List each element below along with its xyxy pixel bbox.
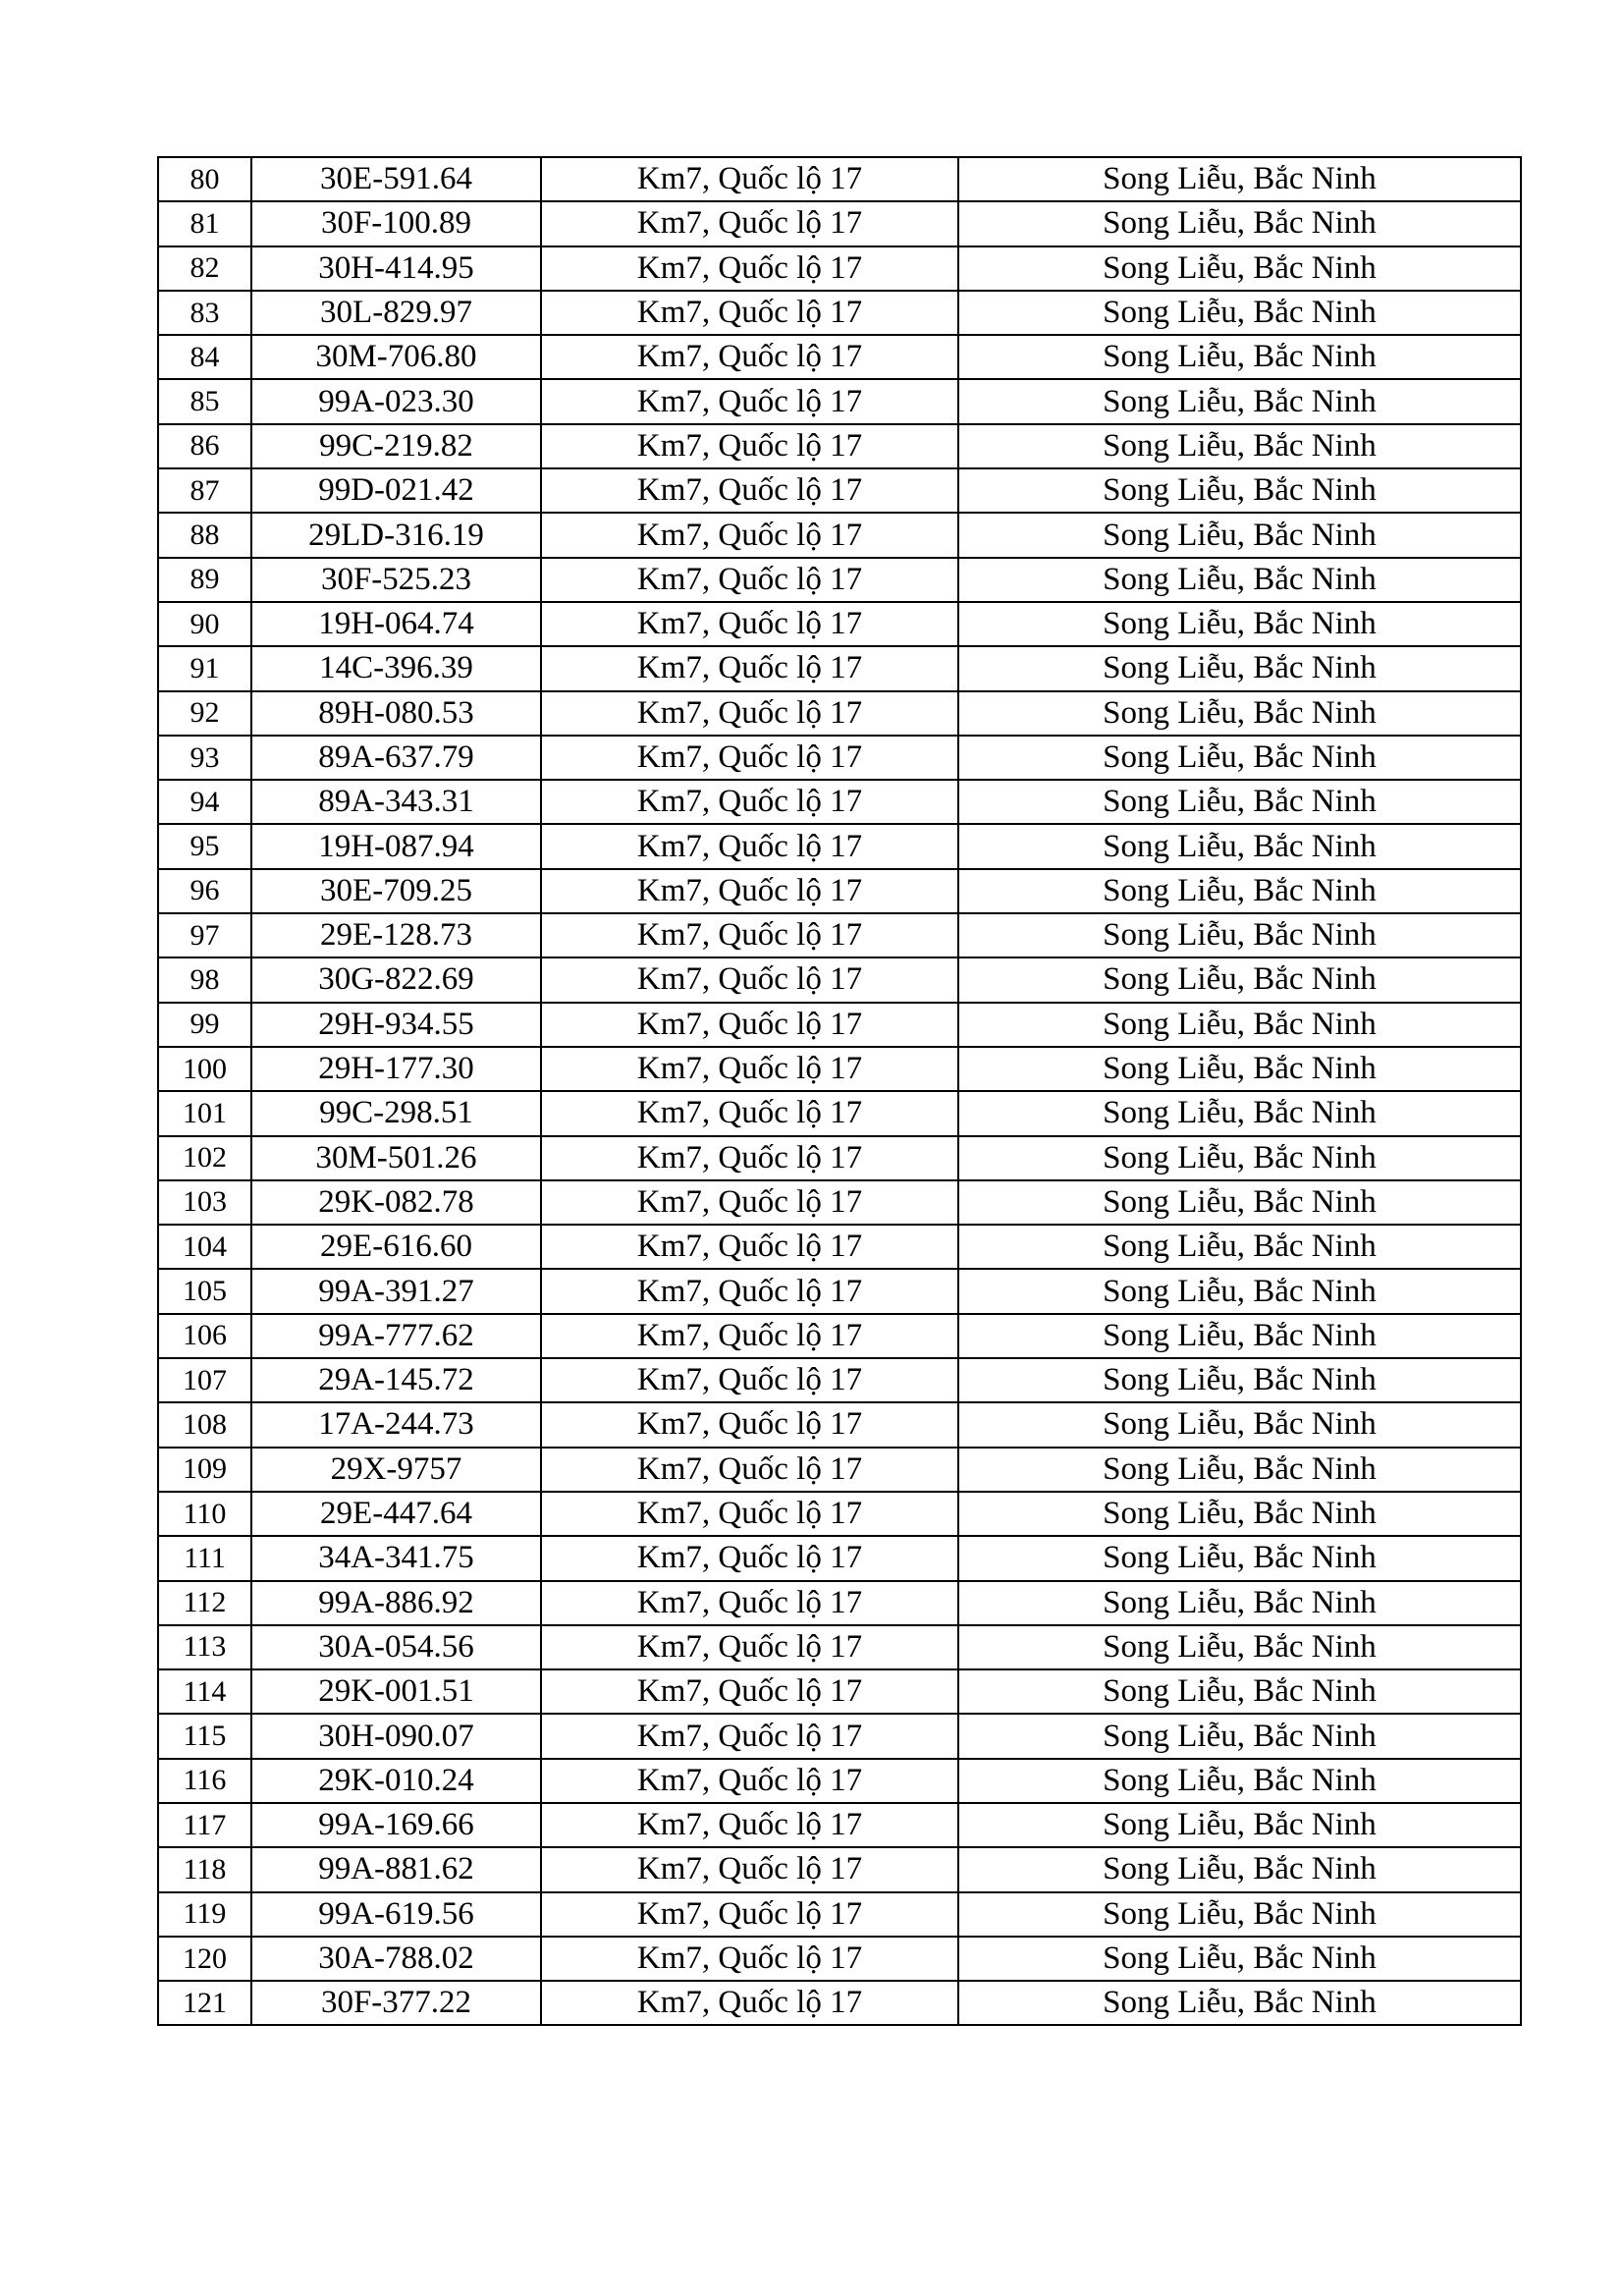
- row-number-cell: 116: [158, 1759, 251, 1803]
- table-row: [158, 1759, 1521, 1803]
- violation-location-cell: Km7, Quốc lộ 17: [541, 1448, 958, 1492]
- locality-cell: Song Liễu, Bắc Ninh: [958, 1492, 1521, 1536]
- license-plate-cell: 19H-087.94: [251, 824, 541, 868]
- row-number-cell: 98: [158, 957, 251, 1002]
- table-row: [158, 1581, 1521, 1625]
- row-number-cell: 90: [158, 602, 251, 646]
- locality-cell: Song Liễu, Bắc Ninh: [958, 379, 1521, 423]
- license-plate-cell: 30F-377.22: [251, 1981, 541, 2025]
- license-plate-cell: 89A-637.79: [251, 736, 541, 780]
- row-number-cell: 111: [158, 1536, 251, 1580]
- table-row: [158, 1625, 1521, 1669]
- license-plate-cell: 30E-591.64: [251, 157, 541, 201]
- license-plate-cell: 99A-619.56: [251, 1892, 541, 1937]
- table-row: [158, 1448, 1521, 1492]
- license-plate-cell: 29K-010.24: [251, 1759, 541, 1803]
- row-number-cell: 109: [158, 1448, 251, 1492]
- locality-cell: Song Liễu, Bắc Ninh: [958, 1937, 1521, 1981]
- row-number-cell: 95: [158, 824, 251, 868]
- violation-location-cell: Km7, Quốc lộ 17: [541, 558, 958, 602]
- row-number-cell: 108: [158, 1402, 251, 1447]
- row-number-cell: 114: [158, 1669, 251, 1714]
- table-row: [158, 913, 1521, 957]
- license-plate-cell: 29K-001.51: [251, 1669, 541, 1714]
- license-plate-cell: 30A-054.56: [251, 1625, 541, 1669]
- table-row: [158, 1669, 1521, 1714]
- locality-cell: Song Liễu, Bắc Ninh: [958, 558, 1521, 602]
- locality-cell: Song Liễu, Bắc Ninh: [958, 1314, 1521, 1358]
- row-number-cell: 80: [158, 157, 251, 201]
- license-plate-cell: 30F-525.23: [251, 558, 541, 602]
- locality-cell: Song Liễu, Bắc Ninh: [958, 1847, 1521, 1891]
- violation-location-cell: Km7, Quốc lộ 17: [541, 1402, 958, 1447]
- license-plate-cell: 99D-021.42: [251, 468, 541, 513]
- row-number-cell: 81: [158, 201, 251, 246]
- violation-location-cell: Km7, Quốc lộ 17: [541, 246, 958, 291]
- violation-location-cell: Km7, Quốc lộ 17: [541, 1847, 958, 1891]
- row-number-cell: 103: [158, 1180, 251, 1225]
- violation-location-cell: Km7, Quốc lộ 17: [541, 1669, 958, 1714]
- locality-cell: Song Liễu, Bắc Ninh: [958, 1136, 1521, 1180]
- violation-location-cell: Km7, Quốc lộ 17: [541, 824, 958, 868]
- locality-cell: Song Liễu, Bắc Ninh: [958, 246, 1521, 291]
- row-number-cell: 100: [158, 1047, 251, 1091]
- locality-cell: Song Liễu, Bắc Ninh: [958, 824, 1521, 868]
- locality-cell: Song Liễu, Bắc Ninh: [958, 602, 1521, 646]
- row-number-cell: 96: [158, 869, 251, 913]
- violation-location-cell: Km7, Quốc lộ 17: [541, 691, 958, 736]
- table-row: [158, 1047, 1521, 1091]
- locality-cell: Song Liễu, Bắc Ninh: [958, 424, 1521, 468]
- violation-location-cell: Km7, Quốc lộ 17: [541, 1047, 958, 1091]
- violation-location-cell: Km7, Quốc lộ 17: [541, 1492, 958, 1536]
- row-number-cell: 83: [158, 291, 251, 335]
- row-number-cell: 88: [158, 513, 251, 557]
- table-row: [158, 1981, 1521, 2025]
- violation-location-cell: Km7, Quốc lộ 17: [541, 468, 958, 513]
- row-number-cell: 121: [158, 1981, 251, 2025]
- table-row: [158, 691, 1521, 736]
- license-plate-cell: 89H-080.53: [251, 691, 541, 736]
- row-number-cell: 91: [158, 646, 251, 690]
- license-plate-cell: 29E-616.60: [251, 1225, 541, 1269]
- table-row: [158, 379, 1521, 423]
- license-plate-cell: 99A-881.62: [251, 1847, 541, 1891]
- violation-location-cell: Km7, Quốc lộ 17: [541, 379, 958, 423]
- table-row: [158, 291, 1521, 335]
- violation-location-cell: Km7, Quốc lộ 17: [541, 1314, 958, 1358]
- locality-cell: Song Liễu, Bắc Ninh: [958, 1180, 1521, 1225]
- license-plate-cell: 30E-709.25: [251, 869, 541, 913]
- row-number-cell: 97: [158, 913, 251, 957]
- row-number-cell: 119: [158, 1892, 251, 1937]
- locality-cell: Song Liễu, Bắc Ninh: [958, 913, 1521, 957]
- violation-location-cell: Km7, Quốc lộ 17: [541, 602, 958, 646]
- license-plate-cell: 29X-9757: [251, 1448, 541, 1492]
- violation-location-cell: Km7, Quốc lộ 17: [541, 1536, 958, 1580]
- violation-location-cell: Km7, Quốc lộ 17: [541, 335, 958, 379]
- license-plate-cell: 29LD-316.19: [251, 513, 541, 557]
- violation-location-cell: Km7, Quốc lộ 17: [541, 1892, 958, 1937]
- locality-cell: Song Liễu, Bắc Ninh: [958, 157, 1521, 201]
- violation-location-cell: Km7, Quốc lộ 17: [541, 869, 958, 913]
- violation-location-cell: Km7, Quốc lộ 17: [541, 957, 958, 1002]
- violation-location-cell: Km7, Quốc lộ 17: [541, 201, 958, 246]
- row-number-cell: 84: [158, 335, 251, 379]
- table-row: [158, 335, 1521, 379]
- violation-location-cell: Km7, Quốc lộ 17: [541, 1625, 958, 1669]
- table-row: [158, 1091, 1521, 1135]
- license-plate-cell: 29H-177.30: [251, 1047, 541, 1091]
- table-row: [158, 1937, 1521, 1981]
- violation-location-cell: Km7, Quốc lộ 17: [541, 291, 958, 335]
- locality-cell: Song Liễu, Bắc Ninh: [958, 1714, 1521, 1758]
- license-plate-cell: 99C-298.51: [251, 1091, 541, 1135]
- row-number-cell: 87: [158, 468, 251, 513]
- locality-cell: Song Liễu, Bắc Ninh: [958, 201, 1521, 246]
- license-plate-cell: 29H-934.55: [251, 1003, 541, 1047]
- table-row: [158, 1314, 1521, 1358]
- table-row: [158, 513, 1521, 557]
- violation-location-cell: Km7, Quốc lộ 17: [541, 1759, 958, 1803]
- row-number-cell: 102: [158, 1136, 251, 1180]
- license-plate-cell: 30F-100.89: [251, 201, 541, 246]
- row-number-cell: 86: [158, 424, 251, 468]
- table-row: [158, 558, 1521, 602]
- locality-cell: Song Liễu, Bắc Ninh: [958, 869, 1521, 913]
- license-plate-cell: 30H-090.07: [251, 1714, 541, 1758]
- license-plate-cell: 29E-447.64: [251, 1492, 541, 1536]
- locality-cell: Song Liễu, Bắc Ninh: [958, 1892, 1521, 1937]
- license-plate-cell: 30G-822.69: [251, 957, 541, 1002]
- violation-location-cell: Km7, Quốc lộ 17: [541, 913, 958, 957]
- table-row: [158, 246, 1521, 291]
- license-plate-cell: 30H-414.95: [251, 246, 541, 291]
- locality-cell: Song Liễu, Bắc Ninh: [958, 1669, 1521, 1714]
- row-number-cell: 92: [158, 691, 251, 736]
- row-number-cell: 85: [158, 379, 251, 423]
- row-number-cell: 104: [158, 1225, 251, 1269]
- violation-location-cell: Km7, Quốc lộ 17: [541, 424, 958, 468]
- license-plate-cell: 29A-145.72: [251, 1358, 541, 1402]
- locality-cell: Song Liễu, Bắc Ninh: [958, 1358, 1521, 1402]
- violation-location-cell: Km7, Quốc lộ 17: [541, 780, 958, 824]
- row-number-cell: 110: [158, 1492, 251, 1536]
- license-plate-cell: 99A-169.66: [251, 1803, 541, 1847]
- locality-cell: Song Liễu, Bắc Ninh: [958, 957, 1521, 1002]
- locality-cell: Song Liễu, Bắc Ninh: [958, 780, 1521, 824]
- row-number-cell: 117: [158, 1803, 251, 1847]
- table-row: [158, 602, 1521, 646]
- violation-location-cell: Km7, Quốc lộ 17: [541, 1981, 958, 2025]
- violation-location-cell: Km7, Quốc lộ 17: [541, 1269, 958, 1313]
- locality-cell: Song Liễu, Bắc Ninh: [958, 1759, 1521, 1803]
- locality-cell: Song Liễu, Bắc Ninh: [958, 1047, 1521, 1091]
- locality-cell: Song Liễu, Bắc Ninh: [958, 1981, 1521, 2025]
- table-row: [158, 468, 1521, 513]
- table-row: [158, 1402, 1521, 1447]
- license-plate-cell: 14C-396.39: [251, 646, 541, 690]
- license-plate-cell: 30M-706.80: [251, 335, 541, 379]
- locality-cell: Song Liễu, Bắc Ninh: [958, 1003, 1521, 1047]
- table-row: [158, 780, 1521, 824]
- violation-location-cell: Km7, Quốc lộ 17: [541, 1225, 958, 1269]
- license-plate-cell: 99C-219.82: [251, 424, 541, 468]
- locality-cell: Song Liễu, Bắc Ninh: [958, 1581, 1521, 1625]
- license-plate-cell: 19H-064.74: [251, 602, 541, 646]
- row-number-cell: 101: [158, 1091, 251, 1135]
- locality-cell: Song Liễu, Bắc Ninh: [958, 736, 1521, 780]
- row-number-cell: 93: [158, 736, 251, 780]
- violation-location-cell: Km7, Quốc lộ 17: [541, 736, 958, 780]
- locality-cell: Song Liễu, Bắc Ninh: [958, 1448, 1521, 1492]
- locality-cell: Song Liễu, Bắc Ninh: [958, 691, 1521, 736]
- row-number-cell: 89: [158, 558, 251, 602]
- table-row: [158, 957, 1521, 1002]
- table-row: [158, 869, 1521, 913]
- table-row: [158, 1269, 1521, 1313]
- row-number-cell: 112: [158, 1581, 251, 1625]
- license-plate-cell: 29E-128.73: [251, 913, 541, 957]
- table-row: [158, 1847, 1521, 1891]
- violation-location-cell: Km7, Quốc lộ 17: [541, 1003, 958, 1047]
- license-plate-cell: 89A-343.31: [251, 780, 541, 824]
- license-plate-cell: 30L-829.97: [251, 291, 541, 335]
- table-row: [158, 1180, 1521, 1225]
- locality-cell: Song Liễu, Bắc Ninh: [958, 1803, 1521, 1847]
- table-row: [158, 1803, 1521, 1847]
- table-row: [158, 201, 1521, 246]
- violation-location-cell: Km7, Quốc lộ 17: [541, 513, 958, 557]
- row-number-cell: 113: [158, 1625, 251, 1669]
- license-plate-cell: 99A-886.92: [251, 1581, 541, 1625]
- locality-cell: Song Liễu, Bắc Ninh: [958, 335, 1521, 379]
- license-plate-cell: 17A-244.73: [251, 1402, 541, 1447]
- license-plate-cell: 99A-777.62: [251, 1314, 541, 1358]
- table-row: [158, 1225, 1521, 1269]
- row-number-cell: 106: [158, 1314, 251, 1358]
- table-row: [158, 1492, 1521, 1536]
- violation-location-cell: Km7, Quốc lộ 17: [541, 1581, 958, 1625]
- table-row: [158, 1892, 1521, 1937]
- table-body: [158, 157, 1521, 2025]
- row-number-cell: 120: [158, 1937, 251, 1981]
- locality-cell: Song Liễu, Bắc Ninh: [958, 646, 1521, 690]
- table-row: [158, 424, 1521, 468]
- violation-location-cell: Km7, Quốc lộ 17: [541, 1937, 958, 1981]
- violation-location-cell: Km7, Quốc lộ 17: [541, 646, 958, 690]
- license-plate-cell: 34A-341.75: [251, 1536, 541, 1580]
- table-row: [158, 824, 1521, 868]
- row-number-cell: 82: [158, 246, 251, 291]
- locality-cell: Song Liễu, Bắc Ninh: [958, 1269, 1521, 1313]
- row-number-cell: 118: [158, 1847, 251, 1891]
- license-plate-cell: 99A-023.30: [251, 379, 541, 423]
- locality-cell: Song Liễu, Bắc Ninh: [958, 513, 1521, 557]
- row-number-cell: 99: [158, 1003, 251, 1047]
- table-row: [158, 1136, 1521, 1180]
- row-number-cell: 105: [158, 1269, 251, 1313]
- vehicle-list-table: [157, 156, 1522, 2026]
- table-row: [158, 1714, 1521, 1758]
- table-row: [158, 1003, 1521, 1047]
- locality-cell: Song Liễu, Bắc Ninh: [958, 1091, 1521, 1135]
- violation-location-cell: Km7, Quốc lộ 17: [541, 1803, 958, 1847]
- violation-location-cell: Km7, Quốc lộ 17: [541, 1358, 958, 1402]
- license-plate-cell: 30A-788.02: [251, 1937, 541, 1981]
- license-plate-cell: 29K-082.78: [251, 1180, 541, 1225]
- table-row: [158, 1536, 1521, 1580]
- violation-location-cell: Km7, Quốc lộ 17: [541, 1714, 958, 1758]
- locality-cell: Song Liễu, Bắc Ninh: [958, 291, 1521, 335]
- table-row: [158, 157, 1521, 201]
- violation-location-cell: Km7, Quốc lộ 17: [541, 1136, 958, 1180]
- violation-location-cell: Km7, Quốc lộ 17: [541, 1091, 958, 1135]
- row-number-cell: 107: [158, 1358, 251, 1402]
- row-number-cell: 115: [158, 1714, 251, 1758]
- locality-cell: Song Liễu, Bắc Ninh: [958, 468, 1521, 513]
- license-plate-cell: 30M-501.26: [251, 1136, 541, 1180]
- violation-location-cell: Km7, Quốc lộ 17: [541, 157, 958, 201]
- violation-location-cell: Km7, Quốc lộ 17: [541, 1180, 958, 1225]
- table-row: [158, 1358, 1521, 1402]
- row-number-cell: 94: [158, 780, 251, 824]
- locality-cell: Song Liễu, Bắc Ninh: [958, 1225, 1521, 1269]
- table-row: [158, 736, 1521, 780]
- locality-cell: Song Liễu, Bắc Ninh: [958, 1402, 1521, 1447]
- license-plate-cell: 99A-391.27: [251, 1269, 541, 1313]
- locality-cell: Song Liễu, Bắc Ninh: [958, 1625, 1521, 1669]
- locality-cell: Song Liễu, Bắc Ninh: [958, 1536, 1521, 1580]
- table-row: [158, 646, 1521, 690]
